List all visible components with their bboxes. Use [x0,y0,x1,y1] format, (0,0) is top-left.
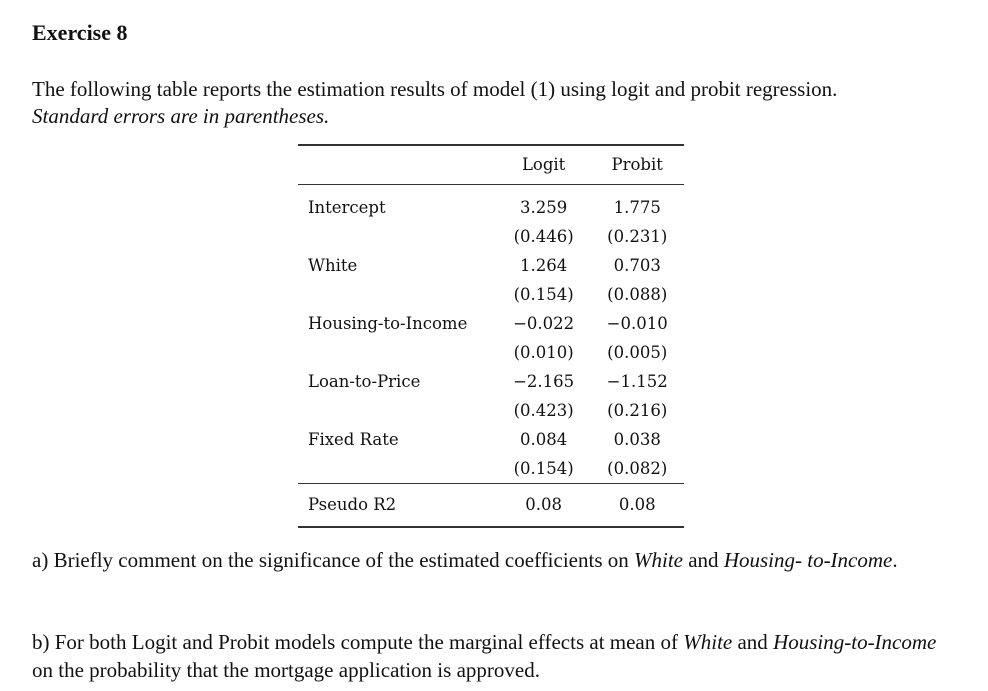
probit-coefficient: 0.703 [613,256,661,275]
logit-standard-error: (0.423) [513,401,574,420]
table-row [298,309,684,338]
exercise-title: Exercise 8 [32,20,128,45]
row-label: Loan-to-Price [308,372,421,391]
logit-standard-error: (0.010) [513,343,574,362]
probit-coefficient: −0.010 [606,314,668,333]
probit-standard-error: (0.082) [607,459,668,478]
term-housing-to-income: Housing-to-Income [773,630,937,654]
question-a: a) Briefly comment on the significance of the estimated coefficients on White and Housing- to-Income. [32,548,898,572]
intro-text [32,76,962,130]
probit-standard-error: (0.216) [607,401,668,420]
table-row [298,367,684,396]
estimation-results-table [298,144,684,528]
table-row-se [298,454,684,484]
row-label: White [308,256,358,275]
table-row-se [298,280,684,309]
logit-standard-error: (0.154) [513,285,574,304]
probit-coefficient: 0.038 [613,430,661,449]
intro-line-1: The following table reports the estimation results of model (1) using logit and probit regression. [32,77,838,101]
term-white: White [634,548,683,572]
table-header-row [298,145,684,185]
table-row-se [298,338,684,367]
logit-coefficient: 1.264 [520,256,568,275]
probit-standard-error: (0.231) [607,227,668,246]
table-row [298,425,684,454]
row-label: Housing-to-Income [308,314,468,333]
header-probit: Probit [611,155,663,174]
question-b: b) For both Logit and Probit models compute the marginal effects at mean of White and Housing-to-Income on the probability that the mortgage application is approved. [32,630,937,682]
table-footer-row [298,484,684,528]
logit-coefficient: −0.022 [513,314,575,333]
row-label: Intercept [308,198,386,217]
logit-standard-error: (0.154) [513,459,574,478]
table-row-se [298,222,684,251]
table-row [298,185,684,223]
table-row [298,251,684,280]
probit-standard-error: (0.088) [607,285,668,304]
probit-standard-error: (0.005) [607,343,668,362]
logit-standard-error: (0.446) [513,227,574,246]
probit-coefficient: −1.152 [606,372,668,391]
probit-coefficient: 1.775 [613,198,661,217]
header-logit: Logit [521,155,566,174]
table-row-se [298,396,684,425]
intro-line-2: Standard errors are in parentheses. [32,104,330,128]
logit-coefficient: −2.165 [513,372,575,391]
header-blank [298,145,497,185]
logit-coefficient: 0.084 [520,430,568,449]
logit-coefficient: 3.259 [520,198,568,217]
logit-pseudo-r2: 0.08 [525,495,563,514]
pseudo-r2-label: Pseudo R2 [308,495,397,514]
term-housing-to-income: Housing- to-Income [723,548,893,572]
probit-pseudo-r2: 0.08 [618,495,656,514]
row-label: Fixed Rate [308,430,399,449]
term-white: White [683,630,733,654]
